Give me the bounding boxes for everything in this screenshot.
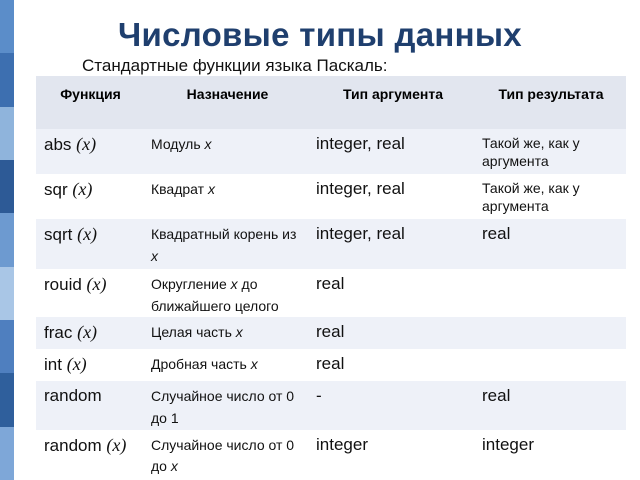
table-row <box>36 129 626 174</box>
result-type-cell: Такой же, как у аргумента <box>482 135 580 170</box>
argument-type-cell: real <box>316 354 345 374</box>
function-name: frac <box>44 323 73 343</box>
header-purpose: Назначение <box>186 86 269 102</box>
purpose-text: Дробная часть <box>151 356 247 373</box>
purpose-cell <box>145 317 310 349</box>
accent-bar-segment <box>0 53 14 106</box>
function-argument: (x) <box>66 354 87 375</box>
argument-type-cell: real <box>316 322 345 342</box>
table-row <box>36 430 626 478</box>
purpose-text: Целая часть <box>151 324 232 341</box>
purpose-text: Квадрат <box>151 181 205 197</box>
result-type-cell: Такой же, как у аргумента <box>482 180 580 215</box>
purpose-variable: x <box>250 356 258 373</box>
function-argument: (x) <box>77 322 98 343</box>
table-row <box>36 174 626 219</box>
purpose-cell <box>145 349 310 381</box>
result-type-cell: integer <box>482 434 534 454</box>
function-argument: (x) <box>72 179 93 199</box>
argument-type-cell: integer, real <box>316 179 405 198</box>
purpose-text: Округление <box>151 276 227 292</box>
function-name: random <box>44 435 102 455</box>
result-type-cell: real <box>482 224 511 243</box>
purpose-cell <box>145 269 310 317</box>
purpose-cell <box>145 430 310 478</box>
function-cell <box>36 129 145 174</box>
purpose-variable: x <box>230 276 238 292</box>
purpose-variable: x <box>170 458 178 475</box>
function-cell <box>36 269 145 317</box>
function-cell <box>36 317 145 349</box>
purpose-variable: x <box>235 324 243 341</box>
purpose-cell <box>145 381 310 429</box>
purpose-text: Случайное число от 0 до 1 <box>151 388 295 427</box>
function-argument: (x) <box>86 274 107 294</box>
function-cell <box>36 430 145 478</box>
purpose-variable: x <box>151 247 158 264</box>
accent-bar-segment <box>0 320 14 373</box>
argument-type-cell: integer, real <box>316 224 405 243</box>
function-name: random <box>44 386 102 406</box>
function-name: rouid <box>44 275 82 294</box>
function-name: sqr <box>44 180 68 199</box>
function-cell <box>36 219 145 269</box>
purpose-variable: x <box>207 181 215 197</box>
purpose-text: Модуль <box>151 136 201 152</box>
argument-type-cell: - <box>316 386 322 406</box>
table-row <box>36 317 626 349</box>
header-argument-type: Тип аргумента <box>343 86 443 102</box>
table-row <box>36 269 626 317</box>
result-type-cell <box>476 317 626 349</box>
purpose-cell <box>145 174 310 219</box>
function-cell <box>36 349 145 381</box>
argument-type-cell: integer, real <box>316 134 405 153</box>
accent-bar-segment <box>0 427 14 480</box>
function-cell <box>36 381 145 429</box>
result-type-cell <box>476 269 626 317</box>
purpose-text: Квадратный корень из <box>151 226 297 242</box>
purpose-cell <box>145 219 310 269</box>
function-name: sqrt <box>44 225 73 244</box>
table-body <box>36 129 626 478</box>
purpose-suffix: до ближайшего целого <box>151 276 279 314</box>
table-row <box>36 219 626 269</box>
function-argument: (x) <box>106 434 127 455</box>
table-row <box>36 349 626 381</box>
function-argument: (x) <box>77 224 98 244</box>
argument-type-cell: integer <box>316 434 368 454</box>
header-function: Функция <box>60 86 121 102</box>
left-accent-bar <box>0 0 14 480</box>
function-name: abs <box>44 135 72 154</box>
header-result-type: Тип результата <box>498 86 604 102</box>
result-type-cell: real <box>482 386 511 406</box>
accent-bar-segment <box>0 213 14 266</box>
accent-bar-segment <box>0 160 14 213</box>
accent-bar-segment <box>0 267 14 320</box>
table-row <box>36 381 626 429</box>
accent-bar-segment <box>0 373 14 426</box>
function-argument: (x) <box>76 134 97 154</box>
purpose-variable: x <box>204 136 212 152</box>
page-subtitle: Стандартные функции языка Паскаль: <box>82 56 388 75</box>
purpose-text: Случайное число от 0 до <box>151 436 295 475</box>
table-header-row <box>36 76 626 129</box>
page-title: Числовые типы данных <box>118 16 522 53</box>
accent-bar-segment <box>0 107 14 160</box>
result-type-cell <box>476 349 626 381</box>
function-cell <box>36 174 145 219</box>
argument-type-cell: real <box>316 274 345 293</box>
functions-table <box>36 76 626 478</box>
purpose-cell <box>145 129 310 174</box>
function-name: int <box>44 355 62 375</box>
